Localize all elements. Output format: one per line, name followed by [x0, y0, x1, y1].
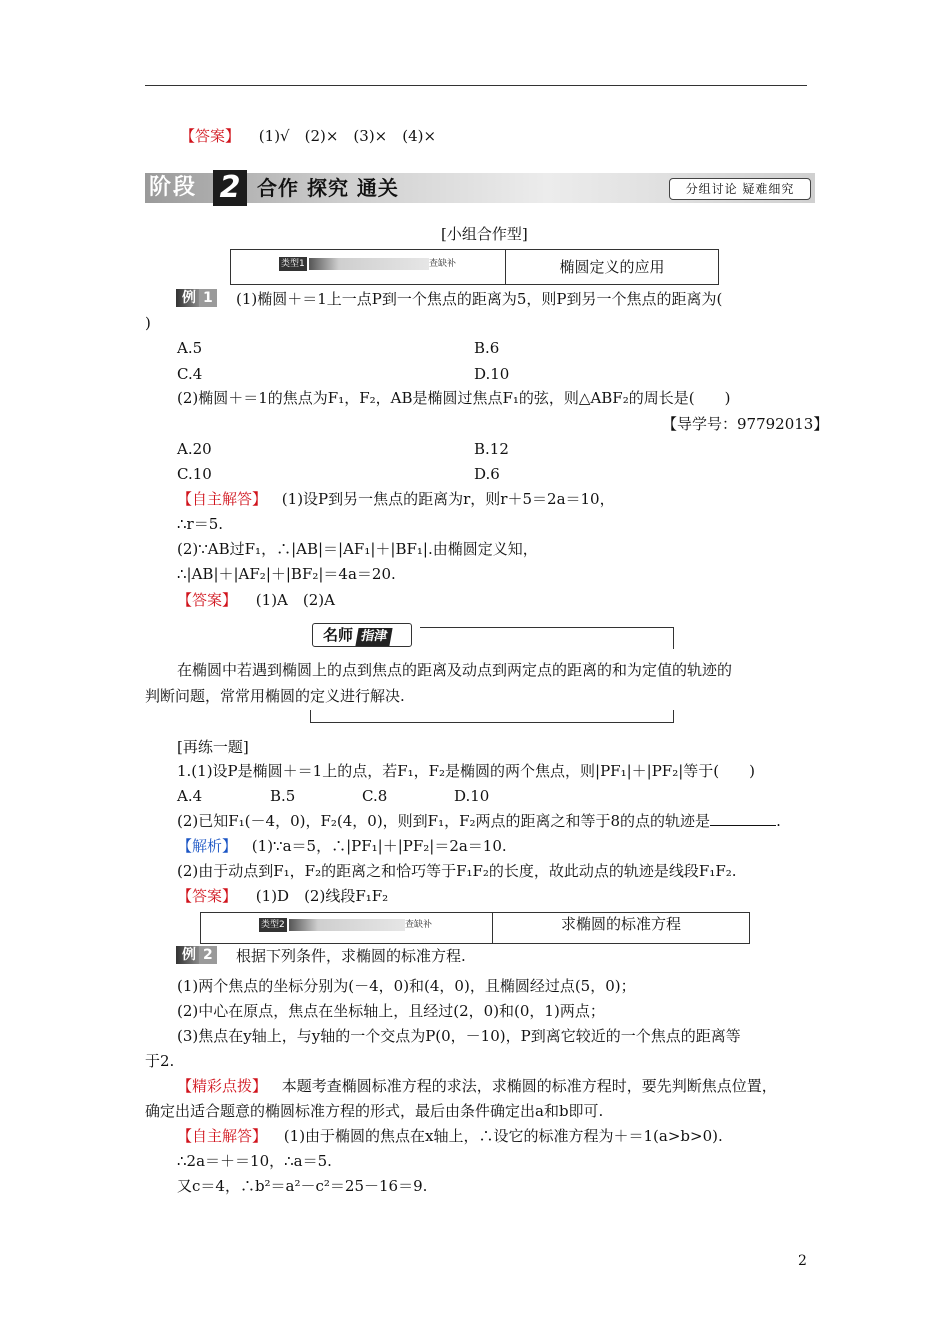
- banner-stage-label: 阶段: [149, 175, 198, 200]
- option-b: B.12: [474, 440, 509, 458]
- section-label: [小组合作型]: [441, 225, 528, 243]
- type1-bar: [309, 258, 429, 270]
- option-a: A.4: [177, 787, 203, 805]
- practice-analysis-line2: (2)由于动点到F₁，F₂的距离之和恰巧等于F₁F₂的长度，故此动点的轨迹是线段F₁F₂.: [177, 862, 737, 880]
- option-b: B.6: [474, 339, 500, 357]
- top-rule: [145, 85, 807, 86]
- hint-tag: 【精彩点拨】: [177, 1077, 268, 1095]
- example2-intro: 根据下列条件，求椭圆的标准方程.: [236, 947, 466, 965]
- type2-title: 求椭圆的标准方程: [560, 915, 681, 933]
- solve-text: (1)设P到另一焦点的距离为r，则r＋5＝2a＝10，: [281, 490, 615, 508]
- analysis-text: (1)∵a＝5，∴|PF₁|＋|PF₂|＝2a＝10.: [251, 837, 507, 855]
- option-c: C.8: [362, 787, 388, 805]
- option-d: D.6: [474, 465, 500, 483]
- example-badge-label: 例: [176, 946, 199, 964]
- tip-frame-right-top: [673, 627, 674, 649]
- answer-tag: 【答案】: [180, 127, 241, 145]
- answer-blank: [710, 812, 776, 826]
- example1-solve-line2: ∴r＝5.: [177, 515, 224, 533]
- option-a: A.20: [177, 440, 212, 458]
- example1-q2: (2)椭圆＋＝1的焦点为F₁，F₂，AB是椭圆过焦点F₁的弦，则△ABF₂的周长是( ): [177, 389, 731, 407]
- banner-tag: 分组讨论 疑难细究: [669, 178, 811, 200]
- example2-badge: [176, 946, 217, 964]
- example2-hint-line2: 确定出适合题意的椭圆标准方程的形式，最后由条件确定出a和b即可.: [145, 1102, 604, 1120]
- example2-c1: (1)两个焦点的坐标分别为(－4，0)和(4，0)，且椭圆经过点(5，0)；: [177, 977, 636, 995]
- example2-c3-line2: 于2.: [145, 1052, 175, 1070]
- page-number: 2: [798, 1253, 807, 1269]
- option-d: D.10: [474, 365, 510, 383]
- tip-frame-left-bottom: [310, 710, 311, 722]
- option-a: A.5: [177, 339, 203, 357]
- practice-q2: [177, 811, 781, 831]
- practice-analysis-line1: [177, 836, 507, 856]
- example1-answer: [177, 590, 335, 610]
- practice-q1: 1.(1)设P是椭圆＋＝1上的点，若F₁，F₂是椭圆的两个焦点，则|PF₁|＋|PF₂|等于( ): [177, 762, 755, 780]
- stage-banner: [145, 170, 815, 206]
- option-d: D.10: [454, 787, 490, 805]
- example1-solve-line1: [177, 489, 615, 509]
- option-c: C.4: [177, 365, 203, 383]
- tip-line2: 判断问题，常常用椭圆的定义进行解决.: [145, 687, 405, 705]
- example-badge-number: 2: [199, 946, 217, 964]
- type2-right-tag: 查缺补: [405, 920, 433, 930]
- type1-header: [231, 250, 506, 284]
- type1-right-tag: 查缺补: [429, 259, 457, 269]
- type1-title: 椭圆定义的应用: [559, 258, 665, 276]
- example2-solve-line3: 又c＝4，∴b²＝a²－c²＝25－16＝9.: [177, 1177, 428, 1195]
- example2-solve-line1: [177, 1126, 723, 1146]
- example1-q1-line1: (1)椭圆＋＝1上一点P到一个焦点的距离为5，则P到另一个焦点的距离为(: [236, 290, 723, 308]
- option-c: C.10: [177, 465, 212, 483]
- type1-box: [230, 249, 719, 285]
- answer-line-top: [180, 126, 436, 146]
- example-badge-number: 1: [199, 289, 217, 307]
- analysis-tag: 【解析】: [177, 837, 238, 855]
- answer-text: (1)√ (2)× (3)× (4)×: [258, 127, 437, 145]
- tip-frame-top: [420, 627, 674, 628]
- tip-frame-right-bottom: [673, 710, 674, 722]
- type2-box: [200, 912, 750, 944]
- example2-c2: (2)中心在原点，焦点在坐标轴上，且经过(2，0)和(0，1)两点；: [177, 1002, 605, 1020]
- hint-text: 本题考查椭圆标准方程的求法，求椭圆的标准方程时，要先判断焦点位置，: [281, 1077, 777, 1095]
- banner-title: 合作 探究 通关: [257, 176, 399, 200]
- tip-frame-bottom: [310, 722, 674, 723]
- guide-number: 【导学号：97792013】: [662, 415, 829, 433]
- type2-label: 类型2: [261, 920, 285, 930]
- tip-badge: [312, 623, 412, 647]
- example2-c3-line1: (3)焦点在y轴上，与y轴的一个交点为P(0，－10)，P到离它较近的一个焦点的距离等: [177, 1027, 741, 1045]
- solve-tag: 【自主解答】: [177, 490, 268, 508]
- example2-hint-line1: [177, 1076, 777, 1096]
- example2-solve-line2: ∴2a＝＋＝10，∴a＝5.: [177, 1152, 332, 1170]
- tip-line1: 在椭圆中若遇到椭圆上的点到焦点的距离及动点到两定点的距离的和为定值的轨迹的: [177, 661, 733, 679]
- type1-label: 类型1: [281, 259, 305, 269]
- practice-answer: [177, 886, 388, 906]
- answer-tag: 【答案】: [177, 591, 238, 609]
- answer-text: (1)D (2)线段F₁F₂: [255, 887, 389, 905]
- type2-bar: [289, 919, 405, 931]
- example1-solve-line3: (2)∵AB过F₁，∴|AB|＝|AF₁|＋|BF₁|.由椭圆定义知，: [177, 540, 538, 558]
- tip-title-a: 名师: [323, 626, 354, 644]
- solve-text: (1)由于椭圆的焦点在x轴上，∴设它的标准方程为＋＝1(a>b>0).: [283, 1127, 723, 1145]
- example1-solve-line4: ∴|AB|＋|AF₂|＋|BF₂|＝4a＝20.: [177, 565, 396, 583]
- banner-stage-number: 2: [213, 170, 247, 206]
- example-badge-label: 例: [176, 289, 199, 307]
- answer-text: (1)A (2)A: [255, 591, 335, 609]
- practice-label: [再练一题]: [177, 738, 249, 756]
- type2-header: [201, 913, 493, 943]
- practice-q2-text: (2)已知F₁(－4，0)，F₂(4，0)，则到F₁，F₂两点的距离之和等于8的点的轨迹是: [177, 812, 711, 830]
- answer-tag: 【答案】: [177, 887, 238, 905]
- practice-q2-end: .: [776, 812, 781, 830]
- option-b: B.5: [270, 787, 296, 805]
- solve-tag: 【自主解答】: [177, 1127, 268, 1145]
- example1-q1-line2: ): [145, 314, 151, 332]
- tip-title-b: 指津: [355, 628, 392, 646]
- example1-badge: [176, 289, 217, 307]
